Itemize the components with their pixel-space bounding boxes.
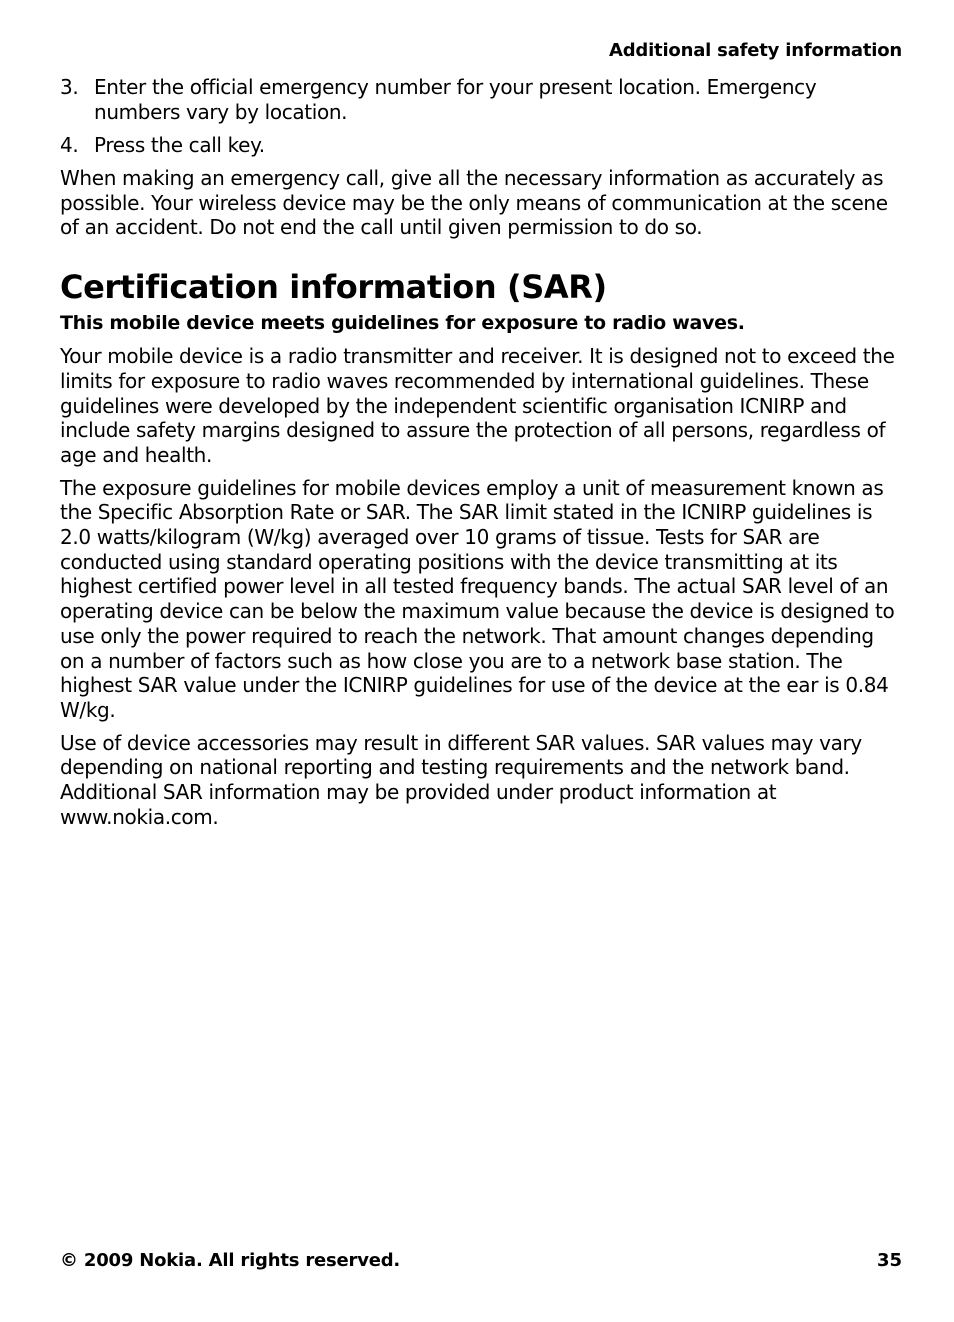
section-lead: This mobile device meets guidelines for exposure to radio waves.	[60, 312, 745, 335]
step-number: 4.	[60, 133, 79, 157]
running-header: Additional safety information	[608, 40, 902, 61]
step-number: 3.	[60, 75, 79, 99]
page-number: 35	[876, 1250, 902, 1271]
list-item-step-3	[60, 75, 902, 125]
step-text: Press the call key.	[94, 133, 265, 157]
page-content	[60, 75, 902, 837]
footer-copyright: © 2009 Nokia. All rights reserved.	[60, 1250, 401, 1271]
sar-paragraph-3: Use of device accessories may result in different SAR values. SAR values may vary depending on national reporting and testing requirements and the network band. Additional SAR information may be provided under product information at www.nokia.com.	[60, 730, 862, 829]
list-item-step-4	[60, 133, 902, 158]
emergency-call-paragraph: When making an emergency call, give all the necessary information as accurately as possible. Your wireless device may be the only means of communication at the scene of an accident. Do not end the call until given permission to do so.	[60, 166, 888, 240]
section-title: Certification information (SAR)	[60, 268, 607, 307]
sar-paragraph-1: Your mobile device is a radio transmitter and receiver. It is designed not to exceed the limits for exposure to radio waves recommended by international guidelines. These guidelines were developed by the independent scientific organisation ICNIRP and include safety margins designed to assure the protection of all persons, regardless of age and health.	[60, 344, 895, 467]
sar-paragraph-2: The exposure guidelines for mobile devices employ a unit of measurement known as the Specific Absorption Rate or SAR. The SAR limit stated in the ICNIRP guidelines is 2.0 watts/kilogram (W/kg) averaged over 10 grams of tissue. Tests for SAR are conducted using standard operating positions with the device transmitting at its highest certified power level in all tested frequency bands. The actual SAR level of an operating device can be below the maximum value because the device is designed to use only the power required to reach the network. That amount changes depending on a number of factors such as how close you are to a network base station. The highest SAR value under the ICNIRP guidelines for use of the device at the ear is 0.84 W/kg.	[60, 475, 895, 722]
step-text: Enter the official emergency number for your present location. Emergency numbers vary by location.	[94, 75, 817, 124]
